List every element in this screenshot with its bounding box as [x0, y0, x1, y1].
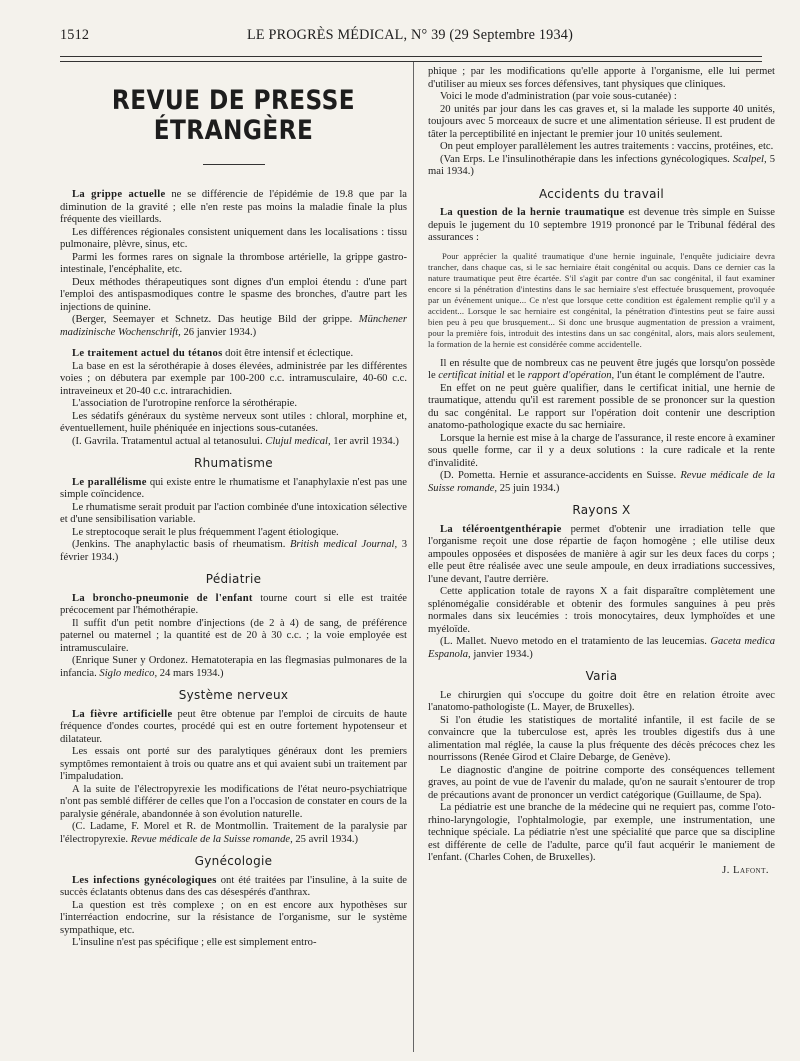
paragraph: L'association de l'urotropine renforce la sérothérapie.	[72, 398, 298, 409]
paragraph: En effet on ne peut guère qualifier, dans le certificat initial, une hernie de traumatique, attendu qu'il est rarement possible de se prononcer sur la question du sac congénital. Le rapport sur l'opération doit contenir une description anatomo-pathologique exacte du sac herniaire.	[428, 382, 775, 431]
paragraph: Le chirurgien qui s'occupe du goitre doit être en relation étroite avec l'anatomo-pathologiste (L. Mayer, de Bruxelles).	[428, 689, 775, 713]
article-gynecologie-cont	[428, 66, 775, 179]
right-column	[428, 66, 775, 877]
reference: (Enrique Suner y Ordonez. Hematoterapia en las flegmasias pulmonares de la infancia. Siglo medico, 24 mars 1934.)	[60, 655, 407, 679]
paragraph: La question est très complexe ; on en est encore aux hypothèses sur l'interréaction endocrine, sur la résistance de l'organisme, sur le système sympathique, etc.	[60, 899, 407, 936]
paragraph: 20 unités par jour dans les cas graves et, si la malade les supporte 40 unités, toujours avec 5 morceaux de sucre et une alimentation sérieuse. Il est prudent de tâter la perceptibilité en injectant le premier jour 10 unités seulement.	[428, 103, 775, 140]
article-gynecologie	[60, 875, 407, 950]
reference: (C. Ladame, F. Morel et R. de Montmollin. Traitement de la paralysie par l'électropyrexie. Revue médicale de la Suisse romande, 25 avril 1934.)	[60, 821, 407, 845]
page-number: 1512	[60, 27, 90, 43]
paragraph: Voici le mode d'administration (par voie sous-cutanée) :	[440, 91, 677, 102]
reference: (Jenkins. The anaphylactic basis of rheumatism. British medical Journal, 3 février 1934.)	[60, 539, 407, 563]
paragraph: Les essais ont porté sur des paralytiques généraux dont les premiers symptômes remontaient à trois ou quatre ans et qui avaient subi un traitement par l'impaludation.	[60, 746, 407, 782]
paragraph: Deux méthodes thérapeutiques sont dignes d'un emploi étendu : d'une part l'emploi des antispasmodiques contre le spasme des bronches, d'autre part les injections de quinine.	[60, 276, 407, 313]
lead-gynecologie: Les infections gynécologiques	[72, 874, 217, 886]
lead-nerveux: La fièvre artificielle	[72, 708, 173, 720]
left-column	[60, 70, 407, 950]
column-divider	[413, 62, 414, 1052]
article-pediatrie	[60, 593, 407, 681]
article-varia	[428, 690, 775, 878]
paragraph: Le streptocoque serait le plus fréquemment l'agent étiologique.	[72, 526, 339, 538]
article-accidents	[428, 207, 775, 495]
header-rule	[60, 56, 762, 62]
section-heading-accidents: Accidents du travail	[538, 186, 665, 201]
paragraph: qui existe entre le rhumatisme et l'anaphylaxie n'est pas une simple coïncidence.	[60, 476, 407, 500]
paragraph: La pédiatrie est une branche de la médecine qui ne requiert pas, comme l'oto-rhino-laryngologie, l'ophtalmologie, par exemple, une instrumentation, une technique spéciale. La pédiatrie n'est une spécialité que parce que sa discipline est différente de celle de l'adulte, parce qu'il faut acquérir le maniement de l'enfant. (Charles Cohen, de Bruxelles).	[428, 802, 775, 863]
paragraph: doit être intensif et éclectique.	[222, 348, 354, 359]
paragraph: Le rhumatisme serait produit par l'action combinée d'une intoxication sélective et d'une sensibilisation variable.	[60, 501, 407, 525]
lead-tetanos: Le traitement actuel du tétanos	[72, 348, 223, 359]
paragraph: est devenue très simple en Suisse depuis le jugement du 10 septembre 1919 prononcé par le Tribunal fédéral des assurances :	[428, 207, 775, 243]
paragraph: ne se différencie de l'épidémie de 19.8 que par la diminution de la gravité ; elle n'en reste pas moins la maladie finale la plus fréquente des vieillards.	[60, 189, 408, 225]
section-heading-pediatrie: Pédiatrie	[205, 572, 262, 586]
paragraph: La base en est la sérothérapie à doses élevées, administrée par les différentes voies ; on débutera par exemple par 100-200 c.c. intramusculaire, 40-60 c.c. intraveineux et 20-40 c.c. intrarachidien.	[60, 360, 407, 397]
reference: (L. Mallet. Nuevo metodo en el tratamiento de las leucemias. Gaceta medica Espanola, janvier 1934.)	[428, 636, 775, 660]
lead-rayons: La téléroentgenthérapie	[440, 523, 562, 535]
lead-grippe: La grippe actuelle	[72, 189, 166, 200]
paragraph: Si l'on étudie les statistiques de mortalité infantile, il est facile de se convaincre que la tuberculose est, après les troubles digestifs dus à une alimentation mal réglée, la cause la plus fréquente des décès précoces chez les nourrissons (Renée Girod et Claire Debarge, de Genève).	[428, 714, 775, 763]
reference: (I. Gavrila. Tratamentul actual al tetanosului. Clujul medical, 1er avril 1934.)	[72, 435, 399, 447]
lead-rhumatisme: Le parallélisme	[72, 476, 147, 488]
section-heading-varia: Varia	[585, 669, 618, 683]
reference: (D. Pometta. Hernie et assurance-accidents en Suisse. Revue médicale de la Suisse romande, 25 juin 1934.)	[428, 470, 776, 494]
lead-pediatrie: La broncho-pneumonie de l'enfant	[72, 592, 253, 604]
title-rule	[203, 164, 265, 165]
paragraph: Cette application totale de rayons X a fait disparaître complètement une splénomégalie considérable et obtenir des formules sanguines à peu près normales dans six leucémies : trois monocytaires, deux lymphoïdes et une myéloïde.	[428, 586, 775, 635]
court-quote: Pour apprécier la qualité traumatique d'une hernie inguinale, l'enquête judiciaire devra trancher, dans chaque cas, si le sac herniaire était congénital ou acquis. Dans ce dernier cas la nature traumatique peut être écartée. S'il s'agit par contre d'un sac congénital, il faut examiner encore si la pénétration d'intestins dans le sac herniaire s'est effectuée brusquement, provoquée par un événement unique... Ce n'est que lorsque cette condition est également remplie qu'il y a accident... Lorsque le sac herniaire est congénital, la pénétration d'intestins peut se faire aussi bien peu à peu que brusquement... Si donc une brusque augmentation de pression a vraiment, pour la première fois, introduit des intestins dans un sac congénital, alors, mais alors seulement, la formation de la hernie est considérée comme accidentelle.	[428, 250, 775, 349]
paragraph: Parmi les formes rares on signale la thrombose artérielle, la grippe gastro-intestinale, l'encéphalite, etc.	[60, 251, 407, 275]
paragraph: Les différences régionales consistent uniquement dans les localisations : tissu pulmonaire, plèvre, sinus, etc.	[60, 226, 407, 250]
paragraph: Le diagnostic d'angine de poitrine comporte des conséquences tellement graves, au point de vue de l'avenir du malade, qu'on ne saurait s'entourer de trop de précautions avant de prononcer un verdict catégorique (Guillaume, de Spa).	[428, 764, 775, 801]
paragraph: Il en résulte que de nombreux cas ne peuvent être jugés que lorsqu'on possède le certificat initial et le rapport d'opération, l'un étant le complément de l'autre.	[428, 357, 775, 381]
paragraph: L'insuline n'est pas spécifique ; elle est simplement entro-	[72, 937, 317, 948]
page-title: REVUE DE PRESSE ÉTRANGÈRE	[111, 85, 356, 146]
article-tetanos	[60, 348, 407, 448]
paragraph: ont été traitées par l'insuline, à la suite de succès éclatants obtenus dans des cas désespérés d'anthrax.	[60, 874, 408, 898]
journal-title: LE PROGRÈS MÉDICAL, N° 39 (29 Septembre 1934)	[247, 27, 573, 43]
paragraph: Les sédatifs généraux du système nerveux sont utiles : chloral, morphine et, éventuellement, huile phéniquée en injections sous-cutanées.	[60, 410, 407, 434]
reference: (Berger, Seemayer et Schnetz. Das heutige Bild der grippe. Münchener madizinische Wochenschrift, 26 janvier 1934.)	[60, 314, 407, 338]
page-header	[60, 27, 760, 49]
article-nerveux	[60, 709, 407, 847]
article-rayons	[428, 524, 775, 662]
section-heading-gynecologie: Gynécologie	[194, 854, 273, 868]
section-heading-nerveux: Système nerveux	[178, 688, 289, 702]
paragraph: Lorsque la hernie est mise à la charge de l'assurance, il reste encore à examiner sous quelle forme, car il y a deux solutions : la cure radicale et la rente d'invalidité.	[428, 432, 775, 469]
paragraph: peut être obtenue par l'emploi de circuits de haute fréquence d'ondes courtes, procédé qui est en outre fortement hypotenseur et dilatateur.	[60, 708, 408, 745]
paragraph: Il suffit d'un petit nombre d'injections (de 2 à 4) de sang, de préférence paternel ou maternel ; la quantité est de 20 à 30 c.c. ; la voie employée est intramusculaire.	[60, 617, 407, 654]
section-heading-rhumatisme: Rhumatisme	[194, 456, 273, 470]
paragraph: phique ; par les modifications qu'elle apporte à l'organisme, elle lui permet d'utiliser au mieux ses forces défensives, tant physiques que cliniques.	[428, 66, 775, 90]
author-signature: J. Lafont.	[722, 864, 769, 876]
paragraph: permet d'obtenir une irradiation telle que l'organisme reçoit une dose répartie de façon homogène ; elle utilise deux ampoules opposées et disposées de manière à agir sur les deux faces du corps ; elle peut être réalisée avec une seule ampoule, en deux irradiations successives, l'une devant, l'autre derrière.	[428, 523, 775, 585]
section-heading-rayons: Rayons X	[572, 503, 631, 517]
article-rhumatisme	[60, 477, 407, 565]
paragraph: tourne court si elle est traitée précocement par l'hémothérapie.	[60, 592, 407, 616]
paragraph: A la suite de l'électropyrexie les modifications de l'état neuro-psychiatrique n'ont pas semblé différer de celles que l'on a l'occasion de constater en cours de la paralysie générale, abandonnée à son évolution naturelle.	[60, 783, 407, 820]
reference: (Van Erps. Le l'insulinothérapie dans les infections gynécologiques. Scalpel, 5 mai 1934.)	[428, 153, 775, 177]
article-grippe	[60, 189, 407, 339]
paragraph: On peut employer parallèlement les autres traitements : vaccins, protéines, etc.	[440, 141, 774, 152]
lead-accidents: La question de la hernie traumatique	[440, 207, 625, 218]
